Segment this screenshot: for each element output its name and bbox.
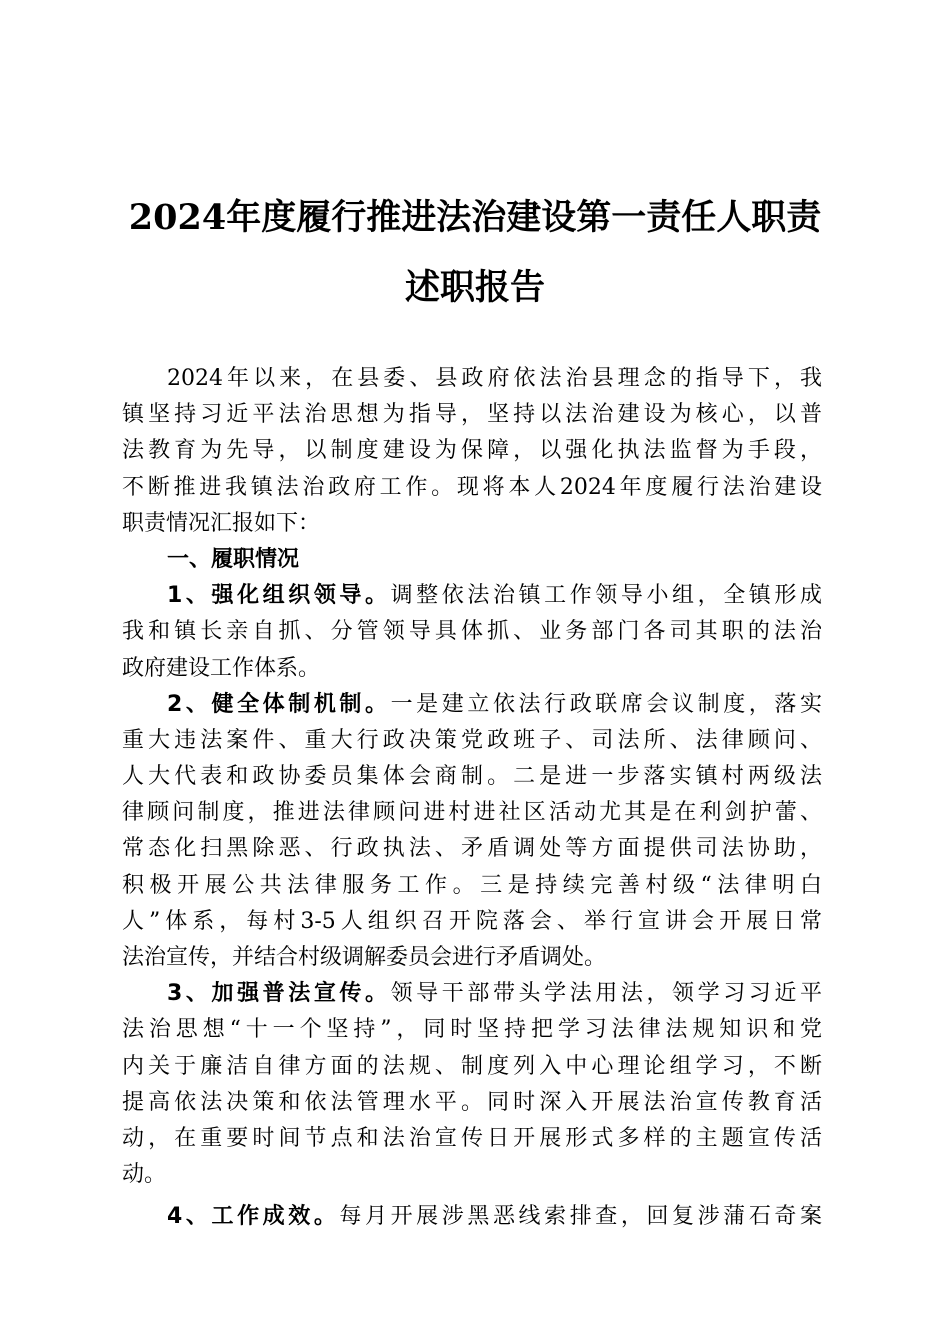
item3-line-4: 提高依法决策和依法管理水平。同时深入开展法治宣传教育活: [122, 1089, 822, 1115]
item3-line-2: 法治思想“十一个坚持”，同时坚持把学习法律法规知识和党: [122, 1017, 822, 1043]
item3-line-3: 内关于廉洁自律方面的法规、制度列入中心理论组学习，不断: [122, 1053, 822, 1079]
document-body: [122, 361, 822, 1236]
item2-first-line: [122, 687, 822, 723]
document-title-line-1: 2024年度履行推进法治建设第一责任人职责: [128, 197, 822, 238]
section-heading: 一、履职情况: [167, 546, 300, 572]
item3-line-5: 动，在重要时间节点和法治宣传日开展形式多样的主题宣传活: [122, 1125, 822, 1151]
intro-line-3: 法教育为先导，以制度建设为保障，以强化执法监督为手段，: [122, 438, 822, 464]
item2-line-3: 人大代表和政协委员集体会商制。二是进一步落实镇村两级法: [122, 764, 822, 790]
item4-first-line-rest: 每月开展涉黑恶线索排查，回复涉蒲石奇案: [339, 1204, 822, 1230]
item2-line-7: 人”体系，每村3-5人组织召开院落会、举行宣讲会开展日常: [122, 908, 822, 934]
item1-line-3: 政府建设工作体系。: [122, 655, 321, 681]
item1-lead: 1、强化组织领导。: [167, 583, 391, 609]
item2-line-4: 律顾问制度，推进法律顾问进村进社区活动尤其是在利剑护蕾、: [122, 800, 822, 826]
item1-first-line-rest: 调整依法治镇工作领导小组，全镇形成: [390, 583, 822, 609]
item4-first-line: [122, 1199, 822, 1235]
item1-line-2: 我和镇长亲自抓、分管领导具体抓、业务部门各司其职的法治: [122, 619, 822, 645]
item2-line-5: 常态化扫黑除恶、行政执法、矛盾调处等方面提供司法协助，: [122, 836, 822, 862]
item2-first-line-rest: 一是建立依法行政联席会议制度，落实: [390, 691, 822, 717]
item3-first-line: [122, 976, 822, 1012]
intro-line-2: 镇坚持习近平法治思想为指导，坚持以法治建设为核心，以普: [122, 402, 822, 428]
item2-line-8: 法治宣传，并结合村级调解委员会进行矛盾调处。: [122, 945, 607, 970]
item3-line-6: 动。: [122, 1162, 167, 1188]
intro-line-4: 不断推进我镇法治政府工作。现将本人2024年度履行法治建设: [122, 474, 822, 500]
item3-first-line-rest: 领导干部带头学法用法，领学习习近平: [390, 981, 822, 1007]
intro-line-1: 2024年以来，在县委、县政府依法治县理念的指导下，我: [167, 366, 822, 391]
item3-lead: 3、加强普法宣传。: [167, 981, 391, 1007]
item4-lead: 4、工作成效。: [167, 1204, 340, 1230]
item2-lead: 2、健全体制机制。: [167, 691, 391, 717]
intro-line-5: 职责情况汇报如下：: [122, 510, 321, 536]
item2-line-6: 积极开展公共法律服务工作。三是持续完善村级“法律明白: [122, 872, 822, 898]
document-title-line-2: 述职报告: [404, 267, 545, 308]
item2-line-2: 重大违法案件、重大行政决策党政班子、司法所、法律顾问、: [122, 727, 822, 753]
item1-first-line: [122, 578, 822, 614]
